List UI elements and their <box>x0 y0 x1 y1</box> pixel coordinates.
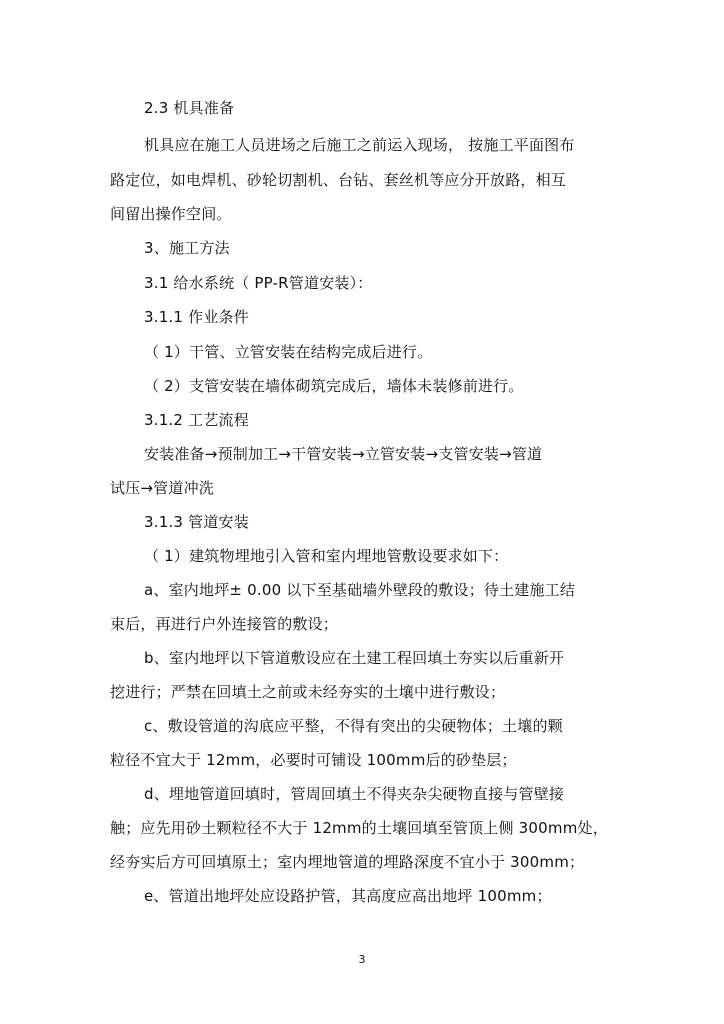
paragraph-line: 间留出操作空间。 <box>110 205 232 223</box>
section-heading-3-1-2: 3.1.2 工艺流程 <box>144 411 249 429</box>
paragraph-line: 安装准备→预制加工→干管安装→立管安装→支管安装→管道 <box>144 445 543 463</box>
section-heading-3: 3、施工方法 <box>144 239 230 257</box>
paragraph-line: （ 1）干管、立管安装在结构完成后进行。 <box>144 343 433 361</box>
section-heading-3-1: 3.1 给水系统（ PP-R管道安装）： <box>144 274 373 292</box>
paragraph-line: a、室内地坪± 0.00 以下至基础墙外壁段的敷设；待土建施工结 <box>144 581 576 599</box>
paragraph-line: 触；应先用砂土颗粒径不大于 12mm的土壤回填至管顶上侧 300mm处， <box>110 819 608 837</box>
paragraph-line: c、敷设管道的沟底应平整，不得有突出的尖硬物体；土壤的颗 <box>144 717 563 735</box>
page-number: 3 <box>358 953 366 966</box>
paragraph-line: 机具应在施工人员进场之后施工之前运入现场， 按施工平面图布 <box>144 136 575 154</box>
section-heading-2-3: 2.3 机具准备 <box>144 99 235 117</box>
paragraph-line: 挖进行；严禁在回填土之前或未经夯实的土壤中进行敷设； <box>110 683 506 701</box>
section-heading-3-1-3: 3.1.3 管道安装 <box>144 513 249 531</box>
paragraph-line: b、室内地坪以下管道敷设应在土建工程回填土夯实以后重新开 <box>144 649 565 667</box>
paragraph-line: （ 2）支管安装在墙体砌筑完成后，墙体未装修前进行。 <box>144 377 524 395</box>
paragraph-line: （ 1）建筑物埋地引入管和室内埋地管敷设要求如下： <box>144 547 509 565</box>
paragraph-line: e、管道出地坪处应设路护管，其高度应高出地坪 100mm； <box>144 887 552 905</box>
paragraph-line: 试压→管道冲洗 <box>110 479 214 497</box>
section-heading-3-1-1: 3.1.1 作业条件 <box>144 308 249 326</box>
paragraph-line: 粒径不宜大于 12mm，必要时可铺设 100mm后的砂垫层； <box>110 751 517 769</box>
paragraph-line: 路定位，如电焊机、砂轮切割机、台钻、套丝机等应分开放路，相互 <box>110 171 567 189</box>
paragraph-line: 经夯实后方可回填原土；室内埋地管道的埋路深度不宜小于 300mm； <box>110 853 585 871</box>
paragraph-line: 束后，再进行户外连接管的敷设； <box>110 615 339 633</box>
paragraph-line: d、埋地管道回填时，管周回填土不得夹杂尖硬物直接与管壁接 <box>144 785 565 803</box>
